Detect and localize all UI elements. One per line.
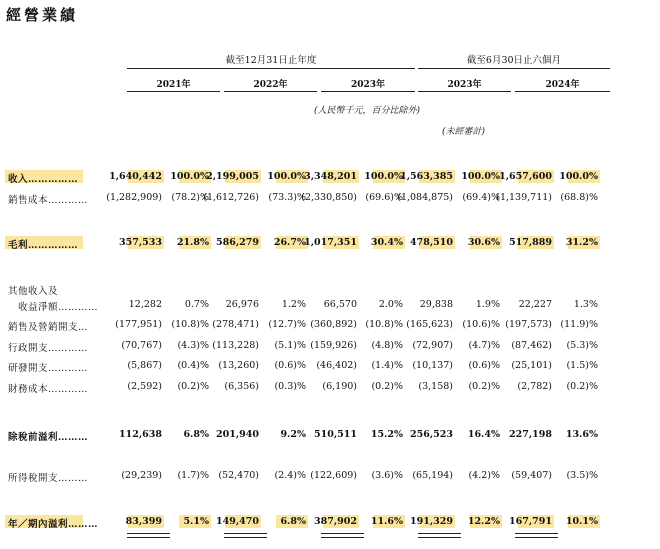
- total-double-rule: [127, 533, 170, 538]
- row-other-income-label: [0, 281, 660, 297]
- amount-cell: (2,592): [127, 381, 162, 392]
- percent-cell: 100.0%: [364, 171, 403, 182]
- amount-cell: (6,190): [322, 381, 357, 392]
- unit-note: (人民幣千元，百分比除外): [314, 106, 421, 116]
- amount-cell: 478,510: [410, 237, 453, 248]
- amount-cell: (165,623): [406, 319, 453, 330]
- amount-cell: (52,470): [218, 470, 259, 481]
- percent-cell: 31.2%: [565, 237, 598, 248]
- amount-cell: (10,137): [412, 360, 453, 371]
- amount-cell: 256,523: [410, 429, 453, 440]
- year-header-2023-annual: 2023年: [350, 80, 386, 90]
- year-rule: [418, 91, 511, 92]
- row-profit-for-period: [0, 514, 660, 530]
- amount-cell: (278,471): [212, 319, 259, 330]
- unaudited-note: (未經審計): [442, 127, 486, 137]
- row-finance-costs: [0, 379, 660, 395]
- percent-cell: 13.6%: [565, 429, 598, 440]
- amount-cell: (65,194): [412, 470, 453, 481]
- amount-cell: 22,227: [518, 299, 552, 310]
- row-label: 銷售及營銷開支…: [8, 322, 89, 333]
- amount-cell: (197,573): [505, 319, 552, 330]
- amount-cell: 66,570: [323, 299, 357, 310]
- year-rule: [321, 91, 415, 92]
- percent-cell: 9.2%: [280, 429, 306, 440]
- amount-cell: (72,907): [412, 340, 453, 351]
- page-title: 經營業績: [6, 6, 79, 24]
- percent-cell: (0.6)%: [274, 360, 306, 371]
- percent-cell: (0.2)%: [468, 381, 500, 392]
- row-label: 年／期內溢利………: [8, 519, 99, 530]
- percent-cell: (68.8)%: [560, 192, 598, 203]
- amount-cell: (113,228): [212, 340, 259, 351]
- row-label: 銷售成本…………: [8, 195, 89, 206]
- amount-cell: 149,470: [216, 516, 259, 527]
- amount-cell: 1,563,385: [400, 171, 453, 182]
- percent-cell: 100.0%: [170, 171, 209, 182]
- row-admin-expenses: [0, 338, 660, 354]
- percent-cell: (5.1)%: [274, 340, 306, 351]
- percent-cell: 12.2%: [467, 516, 500, 527]
- amount-cell: 29,838: [419, 299, 453, 310]
- row-label: 研發開支…………: [8, 363, 89, 374]
- percent-cell: (1.5)%: [566, 360, 598, 371]
- percent-cell: 16.4%: [467, 429, 500, 440]
- amount-cell: 1,640,442: [109, 171, 162, 182]
- amount-cell: 191,329: [410, 516, 453, 527]
- percent-cell: (1.4)%: [371, 360, 403, 371]
- interim-group-rule: [418, 68, 610, 69]
- percent-cell: (10.8)%: [171, 319, 209, 330]
- amount-cell: (1,139,711): [496, 192, 552, 203]
- row-label: 所得稅開支………: [8, 473, 89, 484]
- amount-cell: (177,951): [115, 319, 162, 330]
- percent-cell: (0.4)%: [177, 360, 209, 371]
- percent-cell: 100.0%: [559, 171, 598, 182]
- percent-cell: (0.6)%: [468, 360, 500, 371]
- amount-cell: 1,017,351: [304, 237, 357, 248]
- row-label: 毛利……………: [8, 240, 79, 251]
- total-double-rule: [515, 533, 558, 538]
- total-double-rule: [321, 533, 364, 538]
- row-label: 財務成本…………: [8, 384, 89, 395]
- percent-cell: (4.3)%: [177, 340, 209, 351]
- percent-cell: 5.1%: [183, 516, 209, 527]
- amount-cell: (3,158): [418, 381, 453, 392]
- amount-cell: (5,867): [127, 360, 162, 371]
- annual-group-header: 截至12月31日止年度: [225, 55, 317, 66]
- total-double-rule: [224, 533, 267, 538]
- percent-cell: (3.5)%: [566, 470, 598, 481]
- amount-cell: 510,511: [314, 429, 357, 440]
- percent-cell: 6.8%: [183, 429, 209, 440]
- amount-cell: (70,767): [121, 340, 162, 351]
- annual-group-rule: [127, 68, 415, 69]
- year-rule: [515, 91, 610, 92]
- percent-cell: (0.2)%: [566, 381, 598, 392]
- percent-cell: 21.8%: [176, 237, 209, 248]
- amount-cell: 112,638: [119, 429, 162, 440]
- row-rd-expenses: [0, 358, 660, 374]
- percent-cell: 6.8%: [280, 516, 306, 527]
- amount-cell: (59,407): [511, 470, 552, 481]
- amount-cell: 2,199,005: [206, 171, 259, 182]
- percent-cell: (0.2)%: [371, 381, 403, 392]
- amount-cell: (1,084,875): [397, 192, 453, 203]
- amount-cell: (87,462): [511, 340, 552, 351]
- percent-cell: (10.6)%: [462, 319, 500, 330]
- amount-cell: 517,889: [509, 237, 552, 248]
- amount-cell: 26,976: [225, 299, 259, 310]
- percent-cell: (69.4)%: [462, 192, 500, 203]
- percent-cell: (0.3)%: [274, 381, 306, 392]
- percent-cell: 30.4%: [370, 237, 403, 248]
- amount-cell: (25,101): [511, 360, 552, 371]
- percent-cell: (4.8)%: [371, 340, 403, 351]
- amount-cell: (2,330,850): [301, 192, 357, 203]
- amount-cell: (159,926): [310, 340, 357, 351]
- percent-cell: 100.0%: [461, 171, 500, 182]
- row-selling-marketing: [0, 317, 660, 333]
- percent-cell: (12.7)%: [268, 319, 306, 330]
- percent-cell: (1.7)%: [177, 470, 209, 481]
- percent-cell: (2.4)%: [274, 470, 306, 481]
- percent-cell: (69.6)%: [365, 192, 403, 203]
- percent-cell: (4.7)%: [468, 340, 500, 351]
- amount-cell: (6,356): [224, 381, 259, 392]
- percent-cell: (0.2)%: [177, 381, 209, 392]
- percent-cell: 1.9%: [475, 299, 500, 310]
- amount-cell: (360,892): [310, 319, 357, 330]
- percent-cell: (78.2)%: [171, 192, 209, 203]
- amount-cell: 201,940: [216, 429, 259, 440]
- amount-cell: (122,609): [310, 470, 357, 481]
- row-profit-before-tax: [0, 427, 660, 443]
- row-label: 行政開支…………: [8, 343, 89, 354]
- percent-cell: (10.8)%: [365, 319, 403, 330]
- percent-cell: (3.6)%: [371, 470, 403, 481]
- year-header-2022: 2022年: [253, 80, 288, 90]
- percent-cell: 15.2%: [370, 429, 403, 440]
- percent-cell: 30.6%: [467, 237, 500, 248]
- year-header-2024: 2024年: [545, 80, 580, 90]
- year-header-2021: 2021年: [156, 80, 191, 90]
- row-cost-of-sales: [0, 190, 660, 206]
- amount-cell: (13,260): [218, 360, 259, 371]
- amount-cell: 357,533: [119, 237, 162, 248]
- percent-cell: 10.1%: [565, 516, 598, 527]
- row-label: 收益淨額…………: [8, 302, 99, 313]
- amount-cell: (29,239): [121, 470, 162, 481]
- percent-cell: 0.7%: [184, 299, 209, 310]
- percent-cell: 1.3%: [573, 299, 598, 310]
- total-double-rule: [418, 533, 461, 538]
- amount-cell: 586,279: [216, 237, 259, 248]
- amount-cell: 83,399: [125, 516, 162, 527]
- percent-cell: 2.0%: [378, 299, 403, 310]
- row-label: 其他收入及: [8, 286, 59, 297]
- amount-cell: 387,902: [314, 516, 357, 527]
- row-other-income: [0, 297, 660, 313]
- row-income-tax: [0, 468, 660, 484]
- row-revenue: [0, 169, 660, 185]
- percent-cell: (4.2)%: [468, 470, 500, 481]
- percent-cell: 26.7%: [273, 237, 306, 248]
- percent-cell: 100.0%: [267, 171, 306, 182]
- year-header-2023-interim: 2023年: [447, 80, 482, 90]
- percent-cell: 1.2%: [281, 299, 306, 310]
- percent-cell: 11.6%: [370, 516, 403, 527]
- amount-cell: 227,198: [509, 429, 552, 440]
- year-rule: [127, 91, 220, 92]
- year-rule: [224, 91, 317, 92]
- percent-cell: (11.9)%: [560, 319, 598, 330]
- amount-cell: (1,612,726): [203, 192, 259, 203]
- row-label: 除稅前溢利………: [8, 432, 89, 443]
- amount-cell: 12,282: [128, 299, 162, 310]
- row-gross-profit: [0, 235, 660, 251]
- amount-cell: 3,348,201: [304, 171, 357, 182]
- amount-cell: (1,282,909): [106, 192, 162, 203]
- percent-cell: (73.3)%: [268, 192, 306, 203]
- amount-cell: 1,657,600: [499, 171, 552, 182]
- amount-cell: (2,782): [517, 381, 552, 392]
- row-label: 收入……………: [8, 174, 79, 185]
- amount-cell: 167,791: [509, 516, 552, 527]
- percent-cell: (5.3)%: [566, 340, 598, 351]
- amount-cell: (46,402): [316, 360, 357, 371]
- interim-group-header: 截至6月30日止六個月: [466, 55, 562, 66]
